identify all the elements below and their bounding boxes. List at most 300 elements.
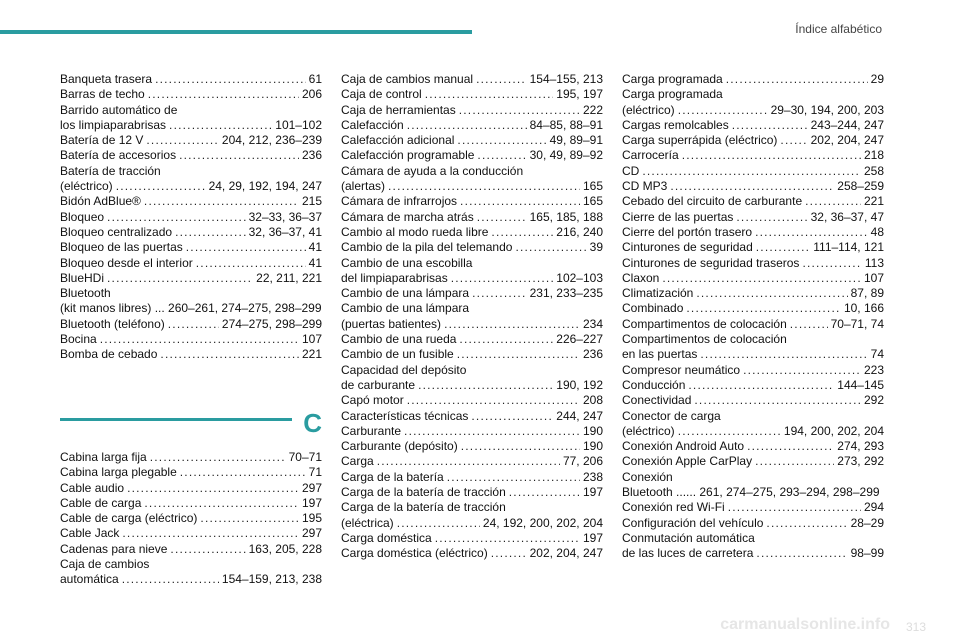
entry-pages: 87, 89 bbox=[850, 286, 884, 301]
entry-pages: 113 bbox=[864, 255, 884, 270]
entry-term: Carga doméstica (eléctrico) bbox=[341, 546, 488, 561]
entry-term: Cabina larga fija bbox=[60, 450, 147, 464]
index-entry[interactable] bbox=[341, 72, 603, 87]
index-entry[interactable] bbox=[341, 409, 603, 424]
leader-dots bbox=[736, 210, 807, 225]
index-entry-line: Cambio de una escobilla bbox=[341, 255, 473, 270]
entry-term: (alertas) bbox=[341, 179, 386, 194]
section-header-c bbox=[60, 410, 322, 446]
entry-term: Cambio de una rueda bbox=[341, 332, 457, 347]
index-entry[interactable] bbox=[622, 240, 884, 255]
leader-dots bbox=[146, 133, 219, 148]
index-entry-line: Bluetooth bbox=[60, 286, 111, 301]
index-entry[interactable] bbox=[341, 240, 603, 255]
leader-dots bbox=[678, 103, 768, 118]
leader-dots bbox=[755, 454, 834, 469]
entry-pages: 190 bbox=[582, 439, 603, 454]
entry-term: Características técnicas bbox=[341, 408, 469, 423]
entry-term: Conectividad bbox=[622, 393, 692, 408]
entry-term: Cinturones de seguridad bbox=[622, 240, 753, 255]
entry-pages: 197 bbox=[301, 495, 322, 510]
index-entry-line: Cámara de ayuda a la conducción bbox=[341, 163, 524, 178]
entry-pages: 195 bbox=[301, 511, 322, 526]
index-entry[interactable] bbox=[341, 103, 603, 118]
entry-pages: 165 bbox=[582, 194, 603, 209]
entry-term: Cierre de las puertas bbox=[622, 209, 734, 224]
index-entry[interactable] bbox=[622, 210, 884, 225]
entry-term: Carburante (depósito) bbox=[341, 439, 458, 454]
index-entry[interactable] bbox=[60, 179, 322, 194]
entry-term: Caja de cambios manual bbox=[341, 72, 474, 86]
entry-term: Configuración del vehículo bbox=[622, 515, 764, 530]
leader-dots bbox=[688, 378, 834, 393]
leader-dots bbox=[150, 450, 286, 465]
leader-dots bbox=[682, 148, 861, 163]
entry-pages: 154–159, 213, 238 bbox=[221, 572, 322, 587]
index-entry[interactable] bbox=[341, 470, 603, 485]
entry-term: Carga de la batería de tracción bbox=[341, 485, 506, 500]
entry-pages: 10, 166 bbox=[843, 301, 884, 316]
index-entry[interactable] bbox=[622, 393, 884, 408]
entry-pages: 32–33, 36–37 bbox=[248, 209, 322, 224]
leader-dots bbox=[662, 271, 861, 286]
leader-dots bbox=[107, 210, 246, 225]
entry-term: los limpiaparabrisas bbox=[60, 117, 167, 132]
index-entry[interactable] bbox=[341, 393, 603, 408]
entry-term: Bloqueo de las puertas bbox=[60, 240, 183, 255]
leader-dots bbox=[435, 531, 580, 546]
entry-term: del limpiaparabrisas bbox=[341, 270, 448, 285]
entry-pages: 238 bbox=[582, 469, 603, 484]
leader-dots bbox=[186, 240, 306, 255]
index-entry[interactable] bbox=[341, 347, 603, 362]
index-column-3 bbox=[622, 72, 884, 562]
entry-term: Bloqueo bbox=[60, 209, 105, 224]
index-entry[interactable] bbox=[622, 378, 884, 393]
entry-pages: 258–259 bbox=[837, 179, 884, 194]
index-entry[interactable] bbox=[341, 485, 603, 500]
leader-dots bbox=[418, 378, 553, 393]
entry-pages: 221 bbox=[863, 194, 884, 209]
leader-dots bbox=[700, 347, 867, 362]
leader-dots bbox=[144, 194, 299, 209]
entry-pages: 244, 247 bbox=[556, 408, 603, 423]
leader-dots bbox=[457, 347, 580, 362]
watermark: carmanualsonline.info bbox=[720, 616, 890, 633]
leader-dots bbox=[686, 301, 841, 316]
entry-pages: 41 bbox=[308, 240, 322, 255]
leader-dots bbox=[726, 72, 868, 87]
index-entry[interactable] bbox=[60, 332, 322, 347]
entry-pages: 216, 240 bbox=[556, 224, 603, 239]
index-entry[interactable] bbox=[60, 271, 322, 286]
entry-term: Conducción bbox=[622, 377, 686, 392]
index-entry[interactable] bbox=[622, 516, 884, 531]
leader-dots bbox=[160, 347, 299, 362]
index-entry[interactable] bbox=[341, 516, 603, 531]
index-entry[interactable] bbox=[60, 118, 322, 133]
entry-pages: 22, 211, 221 bbox=[256, 270, 322, 285]
index-entry[interactable] bbox=[622, 424, 884, 439]
index-entry-line: (kit manos libres) ... 260–261, 274–275, 298–299 bbox=[60, 301, 322, 316]
entry-pages: 29 bbox=[870, 72, 884, 86]
page-number: 313 bbox=[905, 620, 926, 634]
index-entry[interactable] bbox=[341, 317, 603, 332]
entry-term: (eléctrica) bbox=[341, 515, 394, 530]
index-column-2 bbox=[341, 72, 603, 562]
leader-dots bbox=[459, 332, 553, 347]
leader-dots bbox=[694, 393, 861, 408]
entry-pages: 48 bbox=[870, 224, 884, 239]
entry-term: Carga doméstica bbox=[341, 530, 432, 545]
entry-pages: 222 bbox=[582, 102, 603, 117]
index-entry[interactable] bbox=[622, 118, 884, 133]
entry-term: BlueHDi bbox=[60, 270, 105, 285]
index-entry[interactable] bbox=[622, 454, 884, 469]
index-entry[interactable] bbox=[622, 72, 884, 87]
entry-pages: 297 bbox=[301, 480, 322, 495]
index-entry[interactable] bbox=[341, 87, 603, 102]
entry-term: Cinturones de seguridad traseros bbox=[622, 255, 800, 270]
index-entry[interactable] bbox=[60, 87, 322, 102]
leader-dots bbox=[477, 148, 526, 163]
entry-term: Cambio de la pila del telemando bbox=[341, 240, 513, 255]
index-entry[interactable] bbox=[341, 118, 603, 133]
index-entry[interactable] bbox=[622, 225, 884, 240]
entry-pages: 190 bbox=[582, 423, 603, 438]
entry-pages: 197 bbox=[582, 485, 603, 500]
entry-term: Conexión red Wi-Fi bbox=[622, 500, 725, 515]
index-entry[interactable] bbox=[341, 271, 603, 286]
index-entry[interactable] bbox=[622, 164, 884, 179]
entry-term: Cambio de una lámpara bbox=[341, 286, 470, 301]
leader-dots bbox=[491, 546, 527, 561]
entry-pages: 24, 29, 192, 194, 247 bbox=[208, 179, 322, 194]
index-entry-line: Conmutación automática bbox=[622, 530, 755, 545]
index-entry[interactable] bbox=[341, 179, 603, 194]
leader-dots bbox=[696, 286, 847, 301]
leader-dots bbox=[100, 332, 299, 347]
index-entry[interactable] bbox=[60, 526, 322, 541]
leader-dots bbox=[509, 485, 580, 500]
leader-dots bbox=[678, 424, 781, 439]
entry-pages: 84–85, 88–91 bbox=[529, 117, 603, 132]
index-entry[interactable] bbox=[622, 286, 884, 301]
index-entry[interactable] bbox=[341, 378, 603, 393]
entry-term: Carrocería bbox=[622, 148, 679, 163]
leader-dots bbox=[457, 133, 546, 148]
entry-term: Cabina larga plegable bbox=[60, 465, 177, 480]
entry-term: Cámara de infrarrojos bbox=[341, 194, 458, 209]
leader-dots bbox=[196, 256, 306, 271]
leader-dots bbox=[755, 225, 868, 240]
leader-dots bbox=[766, 516, 847, 531]
entry-term: (eléctrico) bbox=[622, 423, 675, 438]
entry-term: Bloqueo desde el interior bbox=[60, 255, 193, 270]
entry-pages: 297 bbox=[301, 526, 322, 541]
index-entry[interactable] bbox=[622, 256, 884, 271]
leader-dots bbox=[790, 317, 828, 332]
leader-dots bbox=[747, 439, 834, 454]
index-entry[interactable] bbox=[60, 496, 322, 511]
entry-term: CD bbox=[622, 163, 640, 178]
leader-dots bbox=[175, 225, 246, 240]
leader-dots bbox=[180, 465, 306, 480]
leader-dots bbox=[169, 118, 272, 133]
entry-pages: 236 bbox=[582, 347, 603, 362]
leader-dots bbox=[407, 393, 580, 408]
index-entry[interactable] bbox=[60, 240, 322, 255]
entry-pages: 243–244, 247 bbox=[810, 117, 884, 132]
index-entry[interactable] bbox=[60, 148, 322, 163]
entry-pages: 202, 204, 247 bbox=[529, 546, 603, 561]
index-entry[interactable] bbox=[341, 194, 603, 209]
index-entry[interactable] bbox=[60, 450, 322, 465]
entry-pages: 258 bbox=[863, 163, 884, 178]
index-entry-line: Cambio de una lámpara bbox=[341, 301, 470, 316]
leader-dots bbox=[491, 225, 553, 240]
leader-dots bbox=[471, 409, 553, 424]
leader-dots bbox=[168, 317, 219, 332]
entry-pages: 223 bbox=[863, 362, 884, 377]
index-entry[interactable] bbox=[341, 148, 603, 163]
entry-term: Cable de carga (eléctrico) bbox=[60, 511, 198, 526]
entry-pages: 204, 212, 236–239 bbox=[221, 133, 322, 148]
index-entry[interactable] bbox=[341, 133, 603, 148]
entry-term: Climatización bbox=[622, 286, 694, 301]
index-entry[interactable] bbox=[622, 301, 884, 316]
entry-pages: 190, 192 bbox=[556, 377, 603, 392]
leader-dots bbox=[144, 496, 299, 511]
entry-term: Batería de 12 V bbox=[60, 133, 144, 148]
entry-pages: 102–103 bbox=[556, 270, 603, 285]
leader-dots bbox=[127, 481, 299, 496]
entry-term: CD MP3 bbox=[622, 179, 668, 194]
leader-dots bbox=[404, 424, 580, 439]
entry-term: Combinado bbox=[622, 301, 684, 316]
index-entry[interactable] bbox=[622, 133, 884, 148]
entry-term: Bloqueo centralizado bbox=[60, 224, 173, 239]
index-entry[interactable] bbox=[622, 148, 884, 163]
entry-pages: 32, 36–37, 47 bbox=[810, 209, 884, 224]
index-entry[interactable] bbox=[341, 439, 603, 454]
entry-pages: 231, 233–235 bbox=[529, 286, 603, 301]
page-title: Índice alfabético bbox=[795, 22, 882, 36]
entry-term: Caja de herramientas bbox=[341, 102, 456, 117]
entry-pages: 107 bbox=[863, 270, 884, 285]
leader-dots bbox=[116, 179, 206, 194]
entry-term: de las luces de carretera bbox=[622, 546, 754, 561]
entry-term: Conexión Apple CarPlay bbox=[622, 454, 753, 469]
index-entry[interactable] bbox=[60, 511, 322, 526]
index-entry[interactable] bbox=[60, 225, 322, 240]
entry-pages: 154–155, 213 bbox=[529, 72, 603, 86]
leader-dots bbox=[476, 72, 527, 87]
entry-term: Carga programada bbox=[622, 72, 723, 86]
index-entry-line: Carga programada bbox=[622, 87, 723, 102]
index-entry-line: Conexión bbox=[622, 469, 673, 484]
entry-pages: 101–102 bbox=[275, 117, 322, 132]
leader-dots bbox=[407, 118, 527, 133]
entry-pages: 197 bbox=[582, 530, 603, 545]
entry-pages: 273, 292 bbox=[837, 454, 884, 469]
index-entry[interactable] bbox=[341, 454, 603, 469]
entry-term: Batería de accesorios bbox=[60, 148, 177, 163]
leader-dots bbox=[642, 164, 861, 179]
index-entry[interactable] bbox=[622, 179, 884, 194]
leader-dots bbox=[451, 271, 554, 286]
entry-pages: 32, 36–37, 41 bbox=[248, 224, 322, 239]
leader-dots bbox=[459, 103, 580, 118]
section-rule bbox=[60, 418, 292, 421]
leader-dots bbox=[743, 363, 861, 378]
leader-dots bbox=[377, 454, 560, 469]
entry-pages: 234 bbox=[582, 316, 603, 331]
index-column-1-c bbox=[60, 450, 322, 588]
leader-dots bbox=[425, 87, 554, 102]
entry-pages: 74 bbox=[870, 347, 884, 362]
entry-pages: 218 bbox=[863, 148, 884, 163]
entry-pages: 165, 185, 188 bbox=[529, 209, 603, 224]
index-entry[interactable] bbox=[622, 194, 884, 209]
entry-term: Cadenas para nieve bbox=[60, 541, 168, 556]
index-entry-line: Carga de la batería de tracción bbox=[341, 500, 506, 515]
leader-dots bbox=[155, 72, 306, 87]
entry-pages: 77, 206 bbox=[562, 454, 603, 469]
index-entry[interactable] bbox=[341, 225, 603, 240]
leader-dots bbox=[122, 572, 219, 587]
entry-pages: 41 bbox=[308, 255, 322, 270]
entry-pages: 292 bbox=[863, 393, 884, 408]
index-entry[interactable] bbox=[341, 424, 603, 439]
entry-term: Cargas remolcables bbox=[622, 117, 729, 132]
entry-term: Capó motor bbox=[341, 393, 404, 408]
leader-dots bbox=[388, 179, 580, 194]
index-entry[interactable] bbox=[60, 256, 322, 271]
entry-term: Cambio de un fusible bbox=[341, 347, 454, 362]
entry-term: (eléctrico) bbox=[622, 102, 675, 117]
leader-dots bbox=[670, 179, 834, 194]
leader-dots bbox=[805, 194, 861, 209]
index-entry-line: Capacidad del depósito bbox=[341, 362, 467, 377]
entry-pages: 215 bbox=[301, 194, 322, 209]
entry-term: Cable de carga bbox=[60, 495, 142, 510]
leader-dots bbox=[732, 118, 808, 133]
leader-dots bbox=[200, 511, 299, 526]
entry-term: Calefacción adicional bbox=[341, 133, 455, 148]
leader-dots bbox=[170, 542, 245, 557]
entry-term: Cebado del circuito de carburante bbox=[622, 194, 803, 209]
leader-dots bbox=[397, 516, 480, 531]
index-entry[interactable] bbox=[622, 439, 884, 454]
entry-pages: 107 bbox=[301, 332, 322, 347]
entry-pages: 226–227 bbox=[556, 332, 603, 347]
index-entry[interactable] bbox=[341, 286, 603, 301]
entry-term: Calefacción bbox=[341, 117, 404, 132]
leader-dots bbox=[179, 148, 299, 163]
section-letter: C bbox=[303, 408, 322, 438]
leader-dots bbox=[148, 87, 299, 102]
index-entry[interactable] bbox=[60, 542, 322, 557]
entry-term: Banqueta trasera bbox=[60, 72, 153, 86]
index-entry[interactable] bbox=[341, 531, 603, 546]
entry-term: Cámara de marcha atrás bbox=[341, 209, 474, 224]
index-entry[interactable] bbox=[60, 465, 322, 480]
index-entry[interactable] bbox=[341, 332, 603, 347]
entry-term: Cambio al modo rueda libre bbox=[341, 224, 489, 239]
entry-term: Carburante bbox=[341, 423, 402, 438]
leader-dots bbox=[515, 240, 586, 255]
entry-pages: 70–71, 74 bbox=[830, 316, 884, 331]
index-entry[interactable] bbox=[60, 72, 322, 87]
index-entry[interactable] bbox=[622, 363, 884, 378]
index-entry[interactable] bbox=[60, 481, 322, 496]
index-entry[interactable] bbox=[60, 194, 322, 209]
entry-term: automática bbox=[60, 572, 119, 587]
leader-dots bbox=[107, 271, 253, 286]
entry-term: Cable audio bbox=[60, 480, 125, 495]
entry-pages: 29–30, 194, 200, 203 bbox=[770, 102, 884, 117]
entry-pages: 195, 197 bbox=[556, 87, 603, 102]
entry-term: Compartimentos de colocación bbox=[622, 316, 787, 331]
index-entry[interactable] bbox=[60, 133, 322, 148]
index-entry[interactable] bbox=[622, 546, 884, 561]
leader-dots bbox=[728, 500, 861, 515]
header-accent-bar bbox=[0, 30, 472, 34]
index-entry[interactable] bbox=[622, 271, 884, 286]
index-entry[interactable] bbox=[60, 210, 322, 225]
leader-dots bbox=[802, 256, 861, 271]
entry-term: Calefacción programable bbox=[341, 148, 475, 163]
entry-pages: 71 bbox=[308, 465, 322, 480]
entry-pages: 30, 49, 89–92 bbox=[529, 148, 603, 163]
index-entry-line: Conector de carga bbox=[622, 408, 721, 423]
leader-dots bbox=[472, 286, 527, 301]
entry-pages: 49, 89–91 bbox=[549, 133, 603, 148]
leader-dots bbox=[122, 526, 299, 541]
index-entry[interactable] bbox=[60, 572, 322, 587]
entry-term: Carga de la batería bbox=[341, 469, 444, 484]
index-column-1 bbox=[60, 72, 322, 363]
entry-pages: 274, 293 bbox=[837, 439, 884, 454]
index-entry[interactable] bbox=[622, 317, 884, 332]
entry-term: Claxon bbox=[622, 270, 660, 285]
index-entry[interactable] bbox=[622, 500, 884, 515]
index-entry[interactable] bbox=[60, 317, 322, 332]
index-entry[interactable] bbox=[622, 347, 884, 362]
entry-pages: 236 bbox=[301, 148, 322, 163]
index-entry[interactable] bbox=[341, 546, 603, 561]
index-entry[interactable] bbox=[622, 103, 884, 118]
entry-pages: 206 bbox=[301, 87, 322, 102]
entry-pages: 39 bbox=[589, 240, 603, 255]
entry-term: Carga superrápida (eléctrico) bbox=[622, 133, 778, 148]
index-entry-line: Compartimentos de colocación bbox=[622, 332, 787, 347]
leader-dots bbox=[780, 133, 807, 148]
entry-term: Barras de techo bbox=[60, 87, 145, 102]
entry-term: Cierre del portón trasero bbox=[622, 224, 753, 239]
entry-term: Caja de control bbox=[341, 87, 422, 102]
entry-term: Carga bbox=[341, 454, 374, 469]
entry-pages: 98–99 bbox=[850, 546, 884, 561]
leader-dots bbox=[444, 317, 580, 332]
index-entry[interactable] bbox=[60, 347, 322, 362]
leader-dots bbox=[447, 470, 580, 485]
index-entry[interactable] bbox=[341, 210, 603, 225]
entry-term: Cable Jack bbox=[60, 526, 120, 541]
entry-term: Bomba de cebado bbox=[60, 347, 158, 362]
leader-dots bbox=[477, 210, 527, 225]
